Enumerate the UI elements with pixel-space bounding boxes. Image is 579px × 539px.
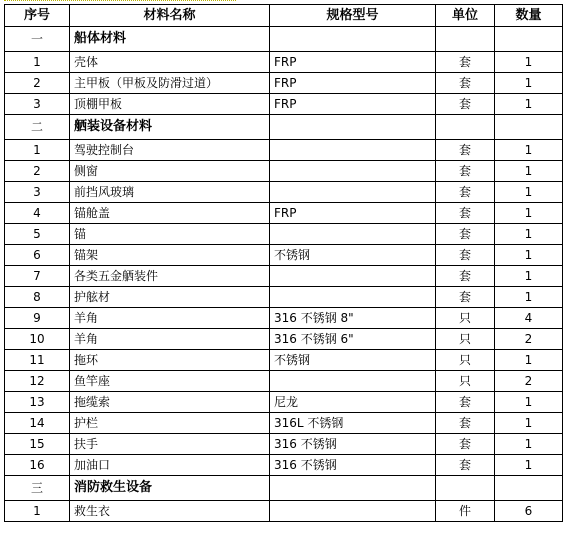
header-row (5, 5, 563, 27)
table-row (5, 140, 563, 161)
cell-unit: 只 (436, 371, 495, 392)
cell-name: 羊角 (70, 308, 270, 329)
table-row (5, 52, 563, 73)
table-row (5, 224, 563, 245)
cell-seq: 11 (5, 350, 70, 371)
table-row (5, 455, 563, 476)
cell-name: 前挡风玻璃 (70, 182, 270, 203)
cell-seq: 3 (5, 182, 70, 203)
cell-unit (436, 27, 495, 52)
table-row (5, 413, 563, 434)
cell-spec: FRP (270, 73, 436, 94)
cell-seq: 16 (5, 455, 70, 476)
selection-marker (4, 0, 236, 3)
cell-spec (270, 161, 436, 182)
cell-unit: 只 (436, 350, 495, 371)
cell-qty: 1 (495, 245, 563, 266)
table-row (5, 182, 563, 203)
table-row (5, 203, 563, 224)
cell-seq: 6 (5, 245, 70, 266)
cell-seq: 9 (5, 308, 70, 329)
cell-qty: 1 (495, 350, 563, 371)
cell-qty: 1 (495, 140, 563, 161)
cell-seq: 5 (5, 224, 70, 245)
table-row (5, 392, 563, 413)
cell-seq: 3 (5, 94, 70, 115)
cell-spec (270, 140, 436, 161)
cell-name: 护栏 (70, 413, 270, 434)
cell-seq: 8 (5, 287, 70, 308)
cell-qty: 6 (495, 501, 563, 522)
cell-spec: FRP (270, 52, 436, 73)
cell-name: 侧窗 (70, 161, 270, 182)
cell-unit: 套 (436, 392, 495, 413)
cell-qty: 1 (495, 266, 563, 287)
cell-name: 主甲板（甲板及防滑过道） (70, 73, 270, 94)
table-row (5, 266, 563, 287)
cell-name: 顶棚甲板 (70, 94, 270, 115)
table-row (5, 371, 563, 392)
cell-qty (495, 27, 563, 52)
cell-qty: 2 (495, 371, 563, 392)
header-unit: 单位 (436, 5, 495, 27)
cell-unit: 套 (436, 94, 495, 115)
cell-name: 船体材料 (70, 27, 270, 52)
cell-unit: 套 (436, 73, 495, 94)
cell-name: 各类五金舾装件 (70, 266, 270, 287)
cell-name: 羊角 (70, 329, 270, 350)
cell-unit: 只 (436, 329, 495, 350)
cell-name: 救生衣 (70, 501, 270, 522)
header-spec: 规格型号 (270, 5, 436, 27)
cell-qty: 1 (495, 392, 563, 413)
cell-unit (436, 115, 495, 140)
header-seq: 序号 (5, 5, 70, 27)
cell-seq: 14 (5, 413, 70, 434)
section-row (5, 27, 563, 52)
cell-unit (436, 476, 495, 501)
cell-unit: 套 (436, 52, 495, 73)
cell-seq: 2 (5, 161, 70, 182)
cell-qty: 1 (495, 287, 563, 308)
cell-spec (270, 115, 436, 140)
cell-spec (270, 182, 436, 203)
cell-unit: 套 (436, 413, 495, 434)
table-row (5, 73, 563, 94)
cell-unit: 套 (436, 203, 495, 224)
cell-seq: 1 (5, 52, 70, 73)
cell-qty: 1 (495, 413, 563, 434)
cell-spec: 不锈钢 (270, 245, 436, 266)
cell-qty: 1 (495, 161, 563, 182)
materials-table (4, 4, 563, 522)
cell-spec (270, 501, 436, 522)
cell-name: 拖环 (70, 350, 270, 371)
header-qty: 数量 (495, 5, 563, 27)
table-row (5, 94, 563, 115)
cell-qty: 1 (495, 455, 563, 476)
cell-qty: 4 (495, 308, 563, 329)
cell-name: 锚 (70, 224, 270, 245)
cell-name: 舾装设备材料 (70, 115, 270, 140)
cell-unit: 套 (436, 182, 495, 203)
cell-spec: 316 不锈钢 6" (270, 329, 436, 350)
cell-seq: 12 (5, 371, 70, 392)
cell-seq: 10 (5, 329, 70, 350)
cell-unit: 套 (436, 161, 495, 182)
cell-name: 鱼竿座 (70, 371, 270, 392)
cell-spec: 316 不锈钢 (270, 434, 436, 455)
cell-qty: 1 (495, 224, 563, 245)
cell-spec: FRP (270, 94, 436, 115)
section-row (5, 115, 563, 140)
cell-name: 拖缆索 (70, 392, 270, 413)
cell-name: 加油口 (70, 455, 270, 476)
cell-unit: 套 (436, 287, 495, 308)
cell-qty: 1 (495, 52, 563, 73)
cell-spec: 316 不锈钢 (270, 455, 436, 476)
cell-unit: 套 (436, 455, 495, 476)
cell-spec: 不锈钢 (270, 350, 436, 371)
cell-seq: 15 (5, 434, 70, 455)
cell-qty: 1 (495, 73, 563, 94)
cell-spec (270, 266, 436, 287)
cell-spec (270, 224, 436, 245)
table-row (5, 350, 563, 371)
table-row (5, 287, 563, 308)
section-row (5, 476, 563, 501)
cell-unit: 套 (436, 224, 495, 245)
cell-seq: 三 (5, 476, 70, 501)
cell-unit: 件 (436, 501, 495, 522)
cell-spec (270, 287, 436, 308)
cell-name: 锚舱盖 (70, 203, 270, 224)
cell-name: 扶手 (70, 434, 270, 455)
cell-name: 护舷材 (70, 287, 270, 308)
cell-seq: 二 (5, 115, 70, 140)
cell-seq: 4 (5, 203, 70, 224)
cell-name: 驾驶控制台 (70, 140, 270, 161)
cell-seq: 一 (5, 27, 70, 52)
cell-qty: 1 (495, 434, 563, 455)
cell-spec (270, 371, 436, 392)
cell-seq: 13 (5, 392, 70, 413)
table-row (5, 434, 563, 455)
cell-unit: 套 (436, 434, 495, 455)
cell-qty: 2 (495, 329, 563, 350)
cell-qty (495, 115, 563, 140)
cell-seq: 1 (5, 501, 70, 522)
cell-spec: 尼龙 (270, 392, 436, 413)
table-row (5, 245, 563, 266)
cell-unit: 只 (436, 308, 495, 329)
cell-qty: 1 (495, 203, 563, 224)
cell-seq: 2 (5, 73, 70, 94)
cell-spec: 316L 不锈钢 (270, 413, 436, 434)
table-row (5, 308, 563, 329)
cell-qty: 1 (495, 94, 563, 115)
table-row (5, 161, 563, 182)
cell-unit: 套 (436, 245, 495, 266)
table-row (5, 329, 563, 350)
cell-spec (270, 27, 436, 52)
cell-unit: 套 (436, 266, 495, 287)
cell-qty (495, 476, 563, 501)
cell-seq: 7 (5, 266, 70, 287)
cell-spec (270, 476, 436, 501)
cell-spec: 316 不锈钢 8" (270, 308, 436, 329)
cell-seq: 1 (5, 140, 70, 161)
cell-qty: 1 (495, 182, 563, 203)
cell-name: 消防救生设备 (70, 476, 270, 501)
cell-spec: FRP (270, 203, 436, 224)
cell-unit: 套 (436, 140, 495, 161)
cell-name: 壳体 (70, 52, 270, 73)
header-name: 材料名称 (70, 5, 270, 27)
cell-name: 锚架 (70, 245, 270, 266)
table-row (5, 501, 563, 522)
